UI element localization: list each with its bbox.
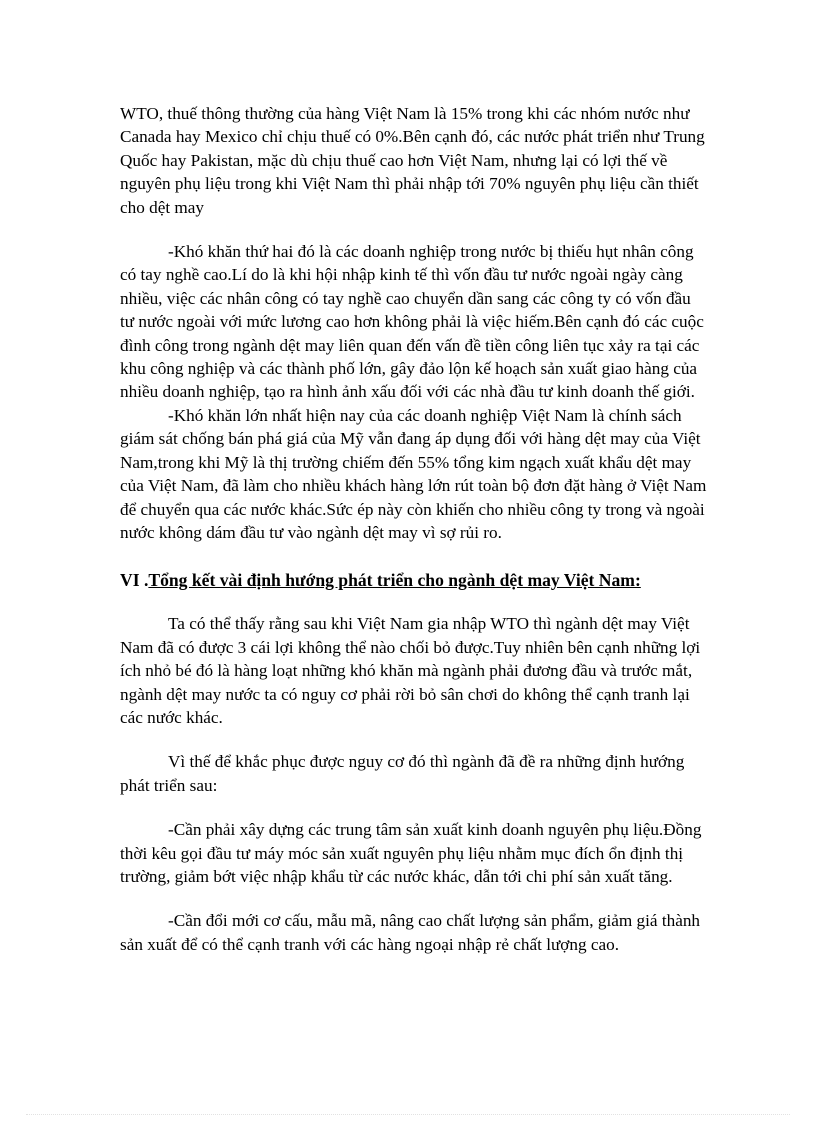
paragraph-summary: Ta có thể thấy rằng sau khi Việt Nam gia nhập WTO thì ngành dệt may Việt Nam đã có được 3 cái lợi không thể nào chối bỏ được.Tuy nhiên bên cạnh những lợi ích nhỏ bé đó là hàng loạt những khó khăn mà ngành phải đương đầu và trước mắt, ngành dệt may nước ta có nguy cơ phải rời bỏ sân chơi do không thể cạnh tranh lại các nước khác. bbox=[120, 614, 701, 727]
paragraph-labor-shortage: -Khó khăn thứ hai đó là các doanh nghiệp trong nước bị thiếu hụt nhân công có tay nghề cao.Lí do là khi hội nhập kinh tế thì vốn đầu tư nước ngoài ngày càng nhiều, việc các nhân công có tay nghề cao chuyển dần sang các công ty có vốn đầu tư nước ngoài với mức lương cao hơn không phải là việc hiếm.Bên cạnh đó các cuộc đình công trong ngành dệt may liên quan đến vấn đề tiền công liên tục xảy ra tại các khu công nghiệp và các thành phố lớn, gây đảo lộn kế hoạch sản xuất giao hàng của nhiều doanh nghiệp, tạo ra hình ảnh xấu đối với các nhà đầu tư kinh doanh thế giới. bbox=[120, 242, 704, 402]
document-body bbox=[120, 102, 708, 956]
paragraph-antidumping: -Khó khăn lớn nhất hiện nay của các doanh nghiệp Việt Nam là chính sách giám sát chống bán phá giá của Mỹ vẫn đang áp dụng đối với hàng dệt may của Việt Nam,trong khi Mỹ là thị trường chiếm đến 55% tổng kim ngạch xuất khẩu dệt may của Việt Nam, đã làm cho nhiều khách hàng lớn rút toàn bộ đơn đặt hàng ở Việt Nam để chuyển qua các nước khác.Sức ép này còn khiến cho nhiều công ty trong và ngoài nước không dám đầu tư vào ngành dệt may vì sợ rủi ro. bbox=[120, 405, 707, 542]
paragraph-directions-intro: Vì thế để khắc phục được nguy cơ đó thì ngành đã đề ra những định hướng phát triển sau: bbox=[120, 752, 685, 795]
paragraph-direction-quality: -Cần đổi mới cơ cấu, mẫu mã, nâng cao chất lượng sản phẩm, giảm giá thành sản xuất để có thể cạnh tranh với các hàng ngoại nhập rẻ chất lượng cao. bbox=[120, 911, 701, 954]
section-title: Tổng kết vài định hướng phát triển cho ngành dệt may Việt Nam: bbox=[148, 570, 641, 591]
paragraph-direction-materials: -Cần phải xây dựng các trung tâm sản xuất kinh doanh nguyên phụ liệu.Đồng thời kêu gọi đầu tư máy móc sản xuất nguyên phụ liệu nhằm mục đích ổn định thị trường, giảm bớt việc nhập khẩu từ các nước khác, dẫn tới chi phí sản xuất tăng. bbox=[120, 820, 702, 886]
section-number: VI . bbox=[120, 570, 149, 591]
section-heading bbox=[120, 568, 708, 592]
paragraph-tariff: WTO, thuế thông thường của hàng Việt Nam là 15% trong khi các nhóm nước như Canada hay Mexico chỉ chịu thuế có 0%.Bên cạnh đó, các nước phát triển như Trung Quốc hay Pakistan, mặc dù chịu thuế cao hơn Việt Nam, nhưng lại có lợi thế về nguyên phụ liệu trong khi Việt Nam thì phải nhập tới 70% nguyên phụ liệu cần thiết cho dệt may bbox=[120, 104, 705, 217]
page-bottom-rule bbox=[26, 1114, 790, 1115]
